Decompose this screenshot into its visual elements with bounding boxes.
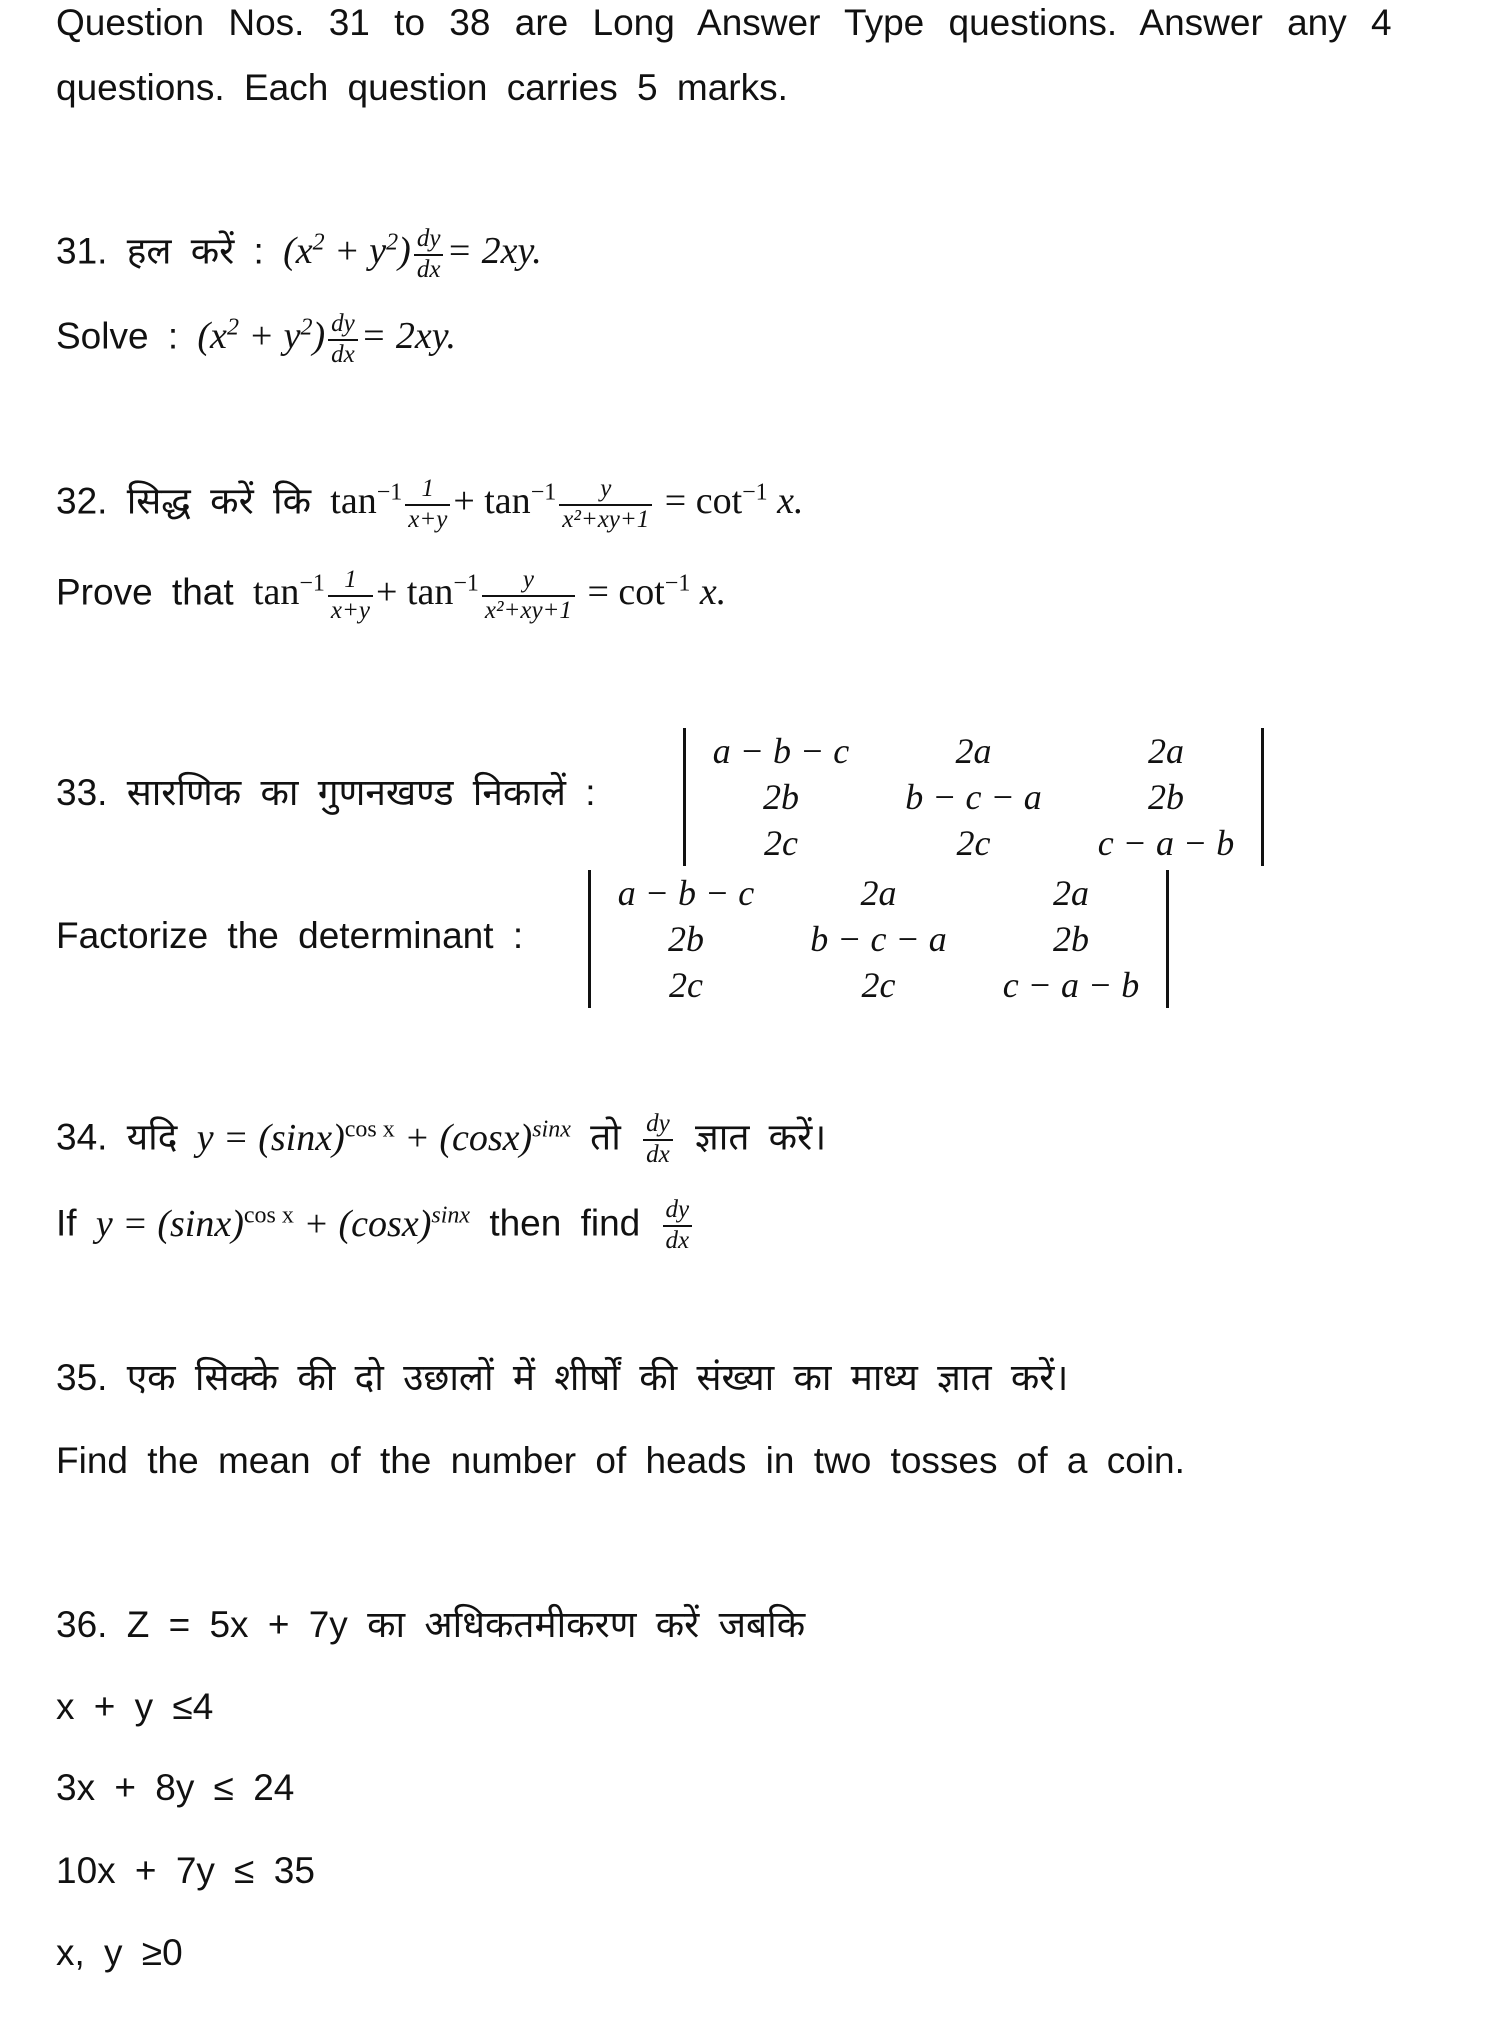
math-text: + y: [324, 230, 387, 273]
instructions-line-2: questions. Each question carries 5 marks.: [56, 67, 788, 108]
q35-hindi: 35. एक सिक्के की दो उछालों में शीर्षों की संख्या का माध्य ज्ञात करें।: [56, 1357, 1069, 1398]
math-text: dx: [331, 340, 355, 368]
q34-en-then: then find: [489, 1202, 641, 1244]
q33-english: Factorize the determinant :: [56, 915, 524, 956]
math-text: y = (sinx): [95, 1202, 244, 1245]
math-text: dx: [665, 1226, 690, 1254]
math-text: 2a: [955, 731, 992, 771]
fraction: [482, 566, 575, 626]
math-text: (x: [197, 315, 227, 358]
math-text: −1: [453, 570, 479, 597]
math-text: −1: [530, 479, 557, 506]
fraction: [405, 475, 450, 535]
math-text: x²+xy+1: [484, 596, 572, 624]
math-text: x+y: [408, 505, 448, 533]
math-text: 2b: [668, 919, 704, 959]
fraction: [663, 1196, 693, 1256]
math-text: 2b: [1148, 777, 1184, 817]
math-text: −1: [376, 479, 403, 506]
math-text: 2a: [1053, 873, 1089, 913]
q32-en-label: Prove that: [56, 571, 234, 613]
q34-equation: [197, 1117, 571, 1159]
q36-hindi: 36. Z = 5x + 7y का अधिकतमीकरण करें जबकि: [56, 1604, 806, 1645]
q36-constraint-4: x, y ≥0: [56, 1932, 183, 1973]
q31-hindi: [56, 225, 542, 285]
math-text: sinx: [431, 1201, 471, 1228]
math-text: = 2xy.: [446, 230, 542, 273]
math-text: 2b: [1053, 919, 1089, 959]
math-text: dx: [646, 1140, 670, 1168]
q36-constraint-2: 3x + 8y ≤ 24: [56, 1767, 295, 1808]
q34-en-label: If: [56, 1202, 77, 1244]
math-text: 2a: [860, 873, 897, 913]
math-text: dy: [328, 310, 358, 341]
math-text: cos x: [243, 1201, 294, 1228]
q31-label: 31. हल करें :: [56, 230, 264, 272]
math-text: dy: [414, 225, 444, 256]
math-text: 2c: [861, 965, 896, 1005]
q36-constraint-1: x + y ≤4: [56, 1686, 214, 1727]
fraction: [643, 1110, 673, 1170]
q33-determinant: [683, 728, 1264, 866]
math-text: tan: [406, 571, 454, 614]
q32-hindi: [56, 475, 804, 535]
q31-english: [56, 310, 456, 370]
math-text: −1: [664, 570, 691, 597]
math-text: + (cosx): [394, 1116, 533, 1159]
math-text: c − a − b: [1002, 965, 1140, 1005]
q31-en-equation: [197, 310, 456, 368]
q36-constraint-3: 10x + 7y ≤ 35: [56, 1850, 315, 1891]
math-text: 2c: [956, 823, 991, 863]
q33-hindi: 33. सारणिक का गुणनखण्ड निकालें :: [56, 772, 596, 813]
math-text: 1: [328, 566, 373, 597]
q34-then: तो: [590, 1116, 621, 1158]
q32-equation: [330, 475, 804, 533]
fraction: [328, 566, 373, 626]
math-text: 2a: [1148, 731, 1184, 771]
math-text: dx: [416, 255, 441, 283]
math-text: a − b − c: [712, 731, 850, 771]
math-text: −1: [299, 570, 325, 597]
math-text: b − c − a: [905, 777, 1042, 817]
math-text: (x: [283, 230, 313, 273]
q34-end: ज्ञात करें।: [695, 1116, 827, 1158]
q31-equation: [283, 225, 542, 283]
q32-en-equation: [252, 566, 727, 624]
math-text: 1: [405, 475, 450, 506]
math-text: b − c − a: [810, 919, 947, 959]
math-text: sinx: [532, 1115, 571, 1142]
math-text: ): [398, 230, 411, 273]
fraction: [559, 475, 652, 535]
q34-en-equation: [96, 1203, 470, 1245]
math-text: c − a − b: [1097, 823, 1235, 863]
math-text: = cot: [587, 571, 665, 614]
q34-hindi: [56, 1110, 826, 1170]
math-text: dy: [663, 1196, 693, 1227]
q34-english: [56, 1196, 695, 1256]
math-text: x²+xy+1: [562, 505, 650, 533]
math-text: x.: [767, 480, 804, 523]
math-text: +: [375, 571, 398, 614]
math-text: 2: [386, 229, 399, 256]
math-text: tan: [484, 480, 531, 523]
q32-label: 32. सिद्ध करें कि: [56, 480, 311, 522]
math-text: + y: [238, 315, 301, 358]
math-text: 2c: [669, 965, 703, 1005]
math-text: + (cosx): [293, 1202, 432, 1245]
math-text: 2b: [763, 777, 799, 817]
math-text: +: [453, 480, 475, 523]
q32-english: [56, 566, 726, 626]
math-text: −1: [742, 479, 768, 506]
math-text: = cot: [664, 480, 743, 523]
q31-en-label: Solve :: [56, 315, 179, 357]
math-text: 2: [312, 229, 325, 256]
math-text: dy: [643, 1110, 673, 1141]
math-text: 2: [226, 314, 239, 341]
math-text: a − b − c: [617, 873, 755, 913]
math-text: = 2xy.: [360, 315, 456, 358]
math-text: 2c: [764, 823, 798, 863]
instructions-line-1: Question Nos. 31 to 38 are Long Answer Type questions. Answer any 4: [56, 2, 1392, 43]
math-text: x+y: [330, 596, 370, 624]
math-text: tan: [252, 571, 300, 614]
fraction: [328, 310, 358, 370]
math-text: tan: [330, 480, 377, 523]
q35-english: Find the mean of the number of heads in two tosses of a coin.: [56, 1440, 1185, 1481]
math-text: x.: [690, 571, 727, 614]
math-text: ): [312, 315, 326, 358]
math-text: 2: [300, 314, 313, 341]
fraction: [414, 225, 444, 285]
math-text: y: [559, 475, 652, 506]
q33-en-determinant: [588, 870, 1169, 1008]
math-text: y: [482, 566, 575, 597]
math-text: cos x: [344, 1115, 395, 1142]
q34-label: 34. यदि: [56, 1116, 178, 1158]
math-text: y = (sinx): [196, 1116, 345, 1159]
